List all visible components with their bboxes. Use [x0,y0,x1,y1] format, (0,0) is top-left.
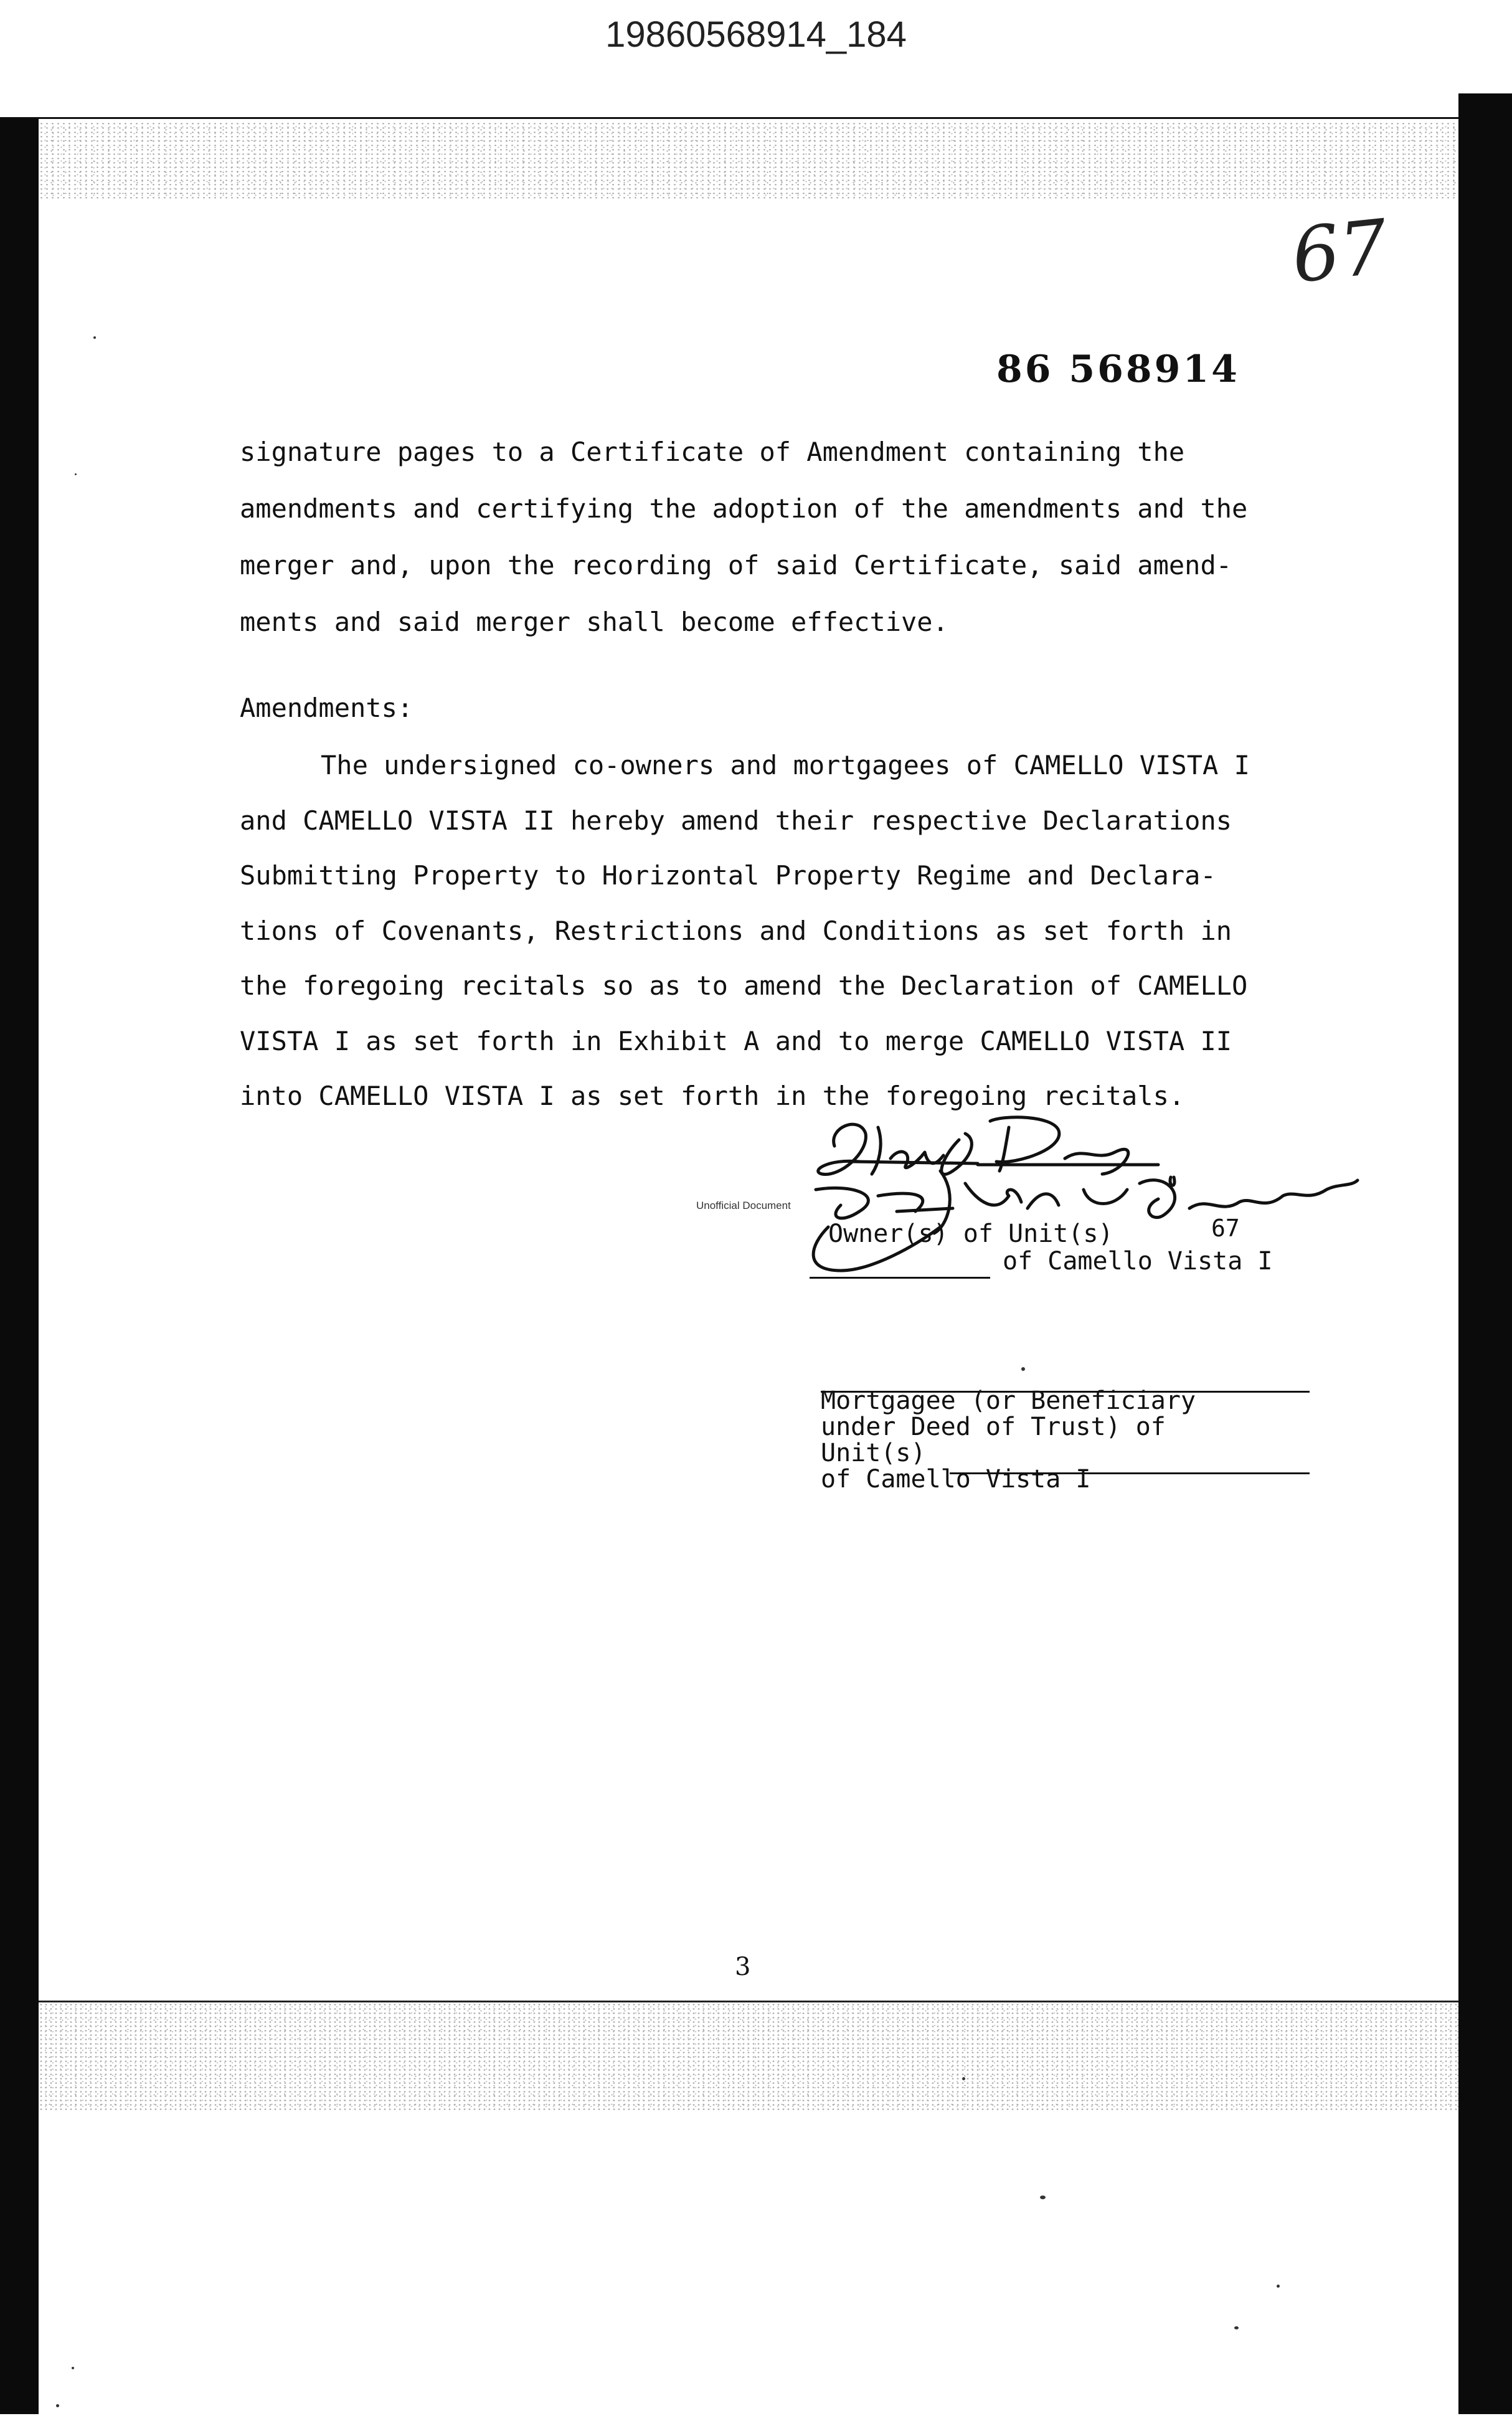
amendments-heading: Amendments: [240,693,413,723]
owner-units-label: Owner(s) of Unit(s) [828,1220,1113,1248]
mortgagee-line: Mortgagee (or Beneficiary [821,1386,1196,1415]
owner-signature-line [810,1277,990,1279]
paragraph-signature-pages [240,424,1323,650]
text-line: into CAMELLO VISTA I as set forth in the foregoing recitals. [240,1081,1185,1111]
owner-vista-label: of Camello Vista I [1003,1247,1273,1276]
mortgagee-line: under Deed of Trust) of [821,1413,1166,1441]
recording-number: 86 568914 [996,348,1240,391]
text-line: the foregoing recitals so as to amend the Declaration of CAMELLO [240,970,1248,1001]
mortgagee-line: of Camello Vista I [821,1465,1091,1494]
mortgagee-block [821,1388,1319,1492]
text-line: ments and said merger shall become effective. [240,607,948,637]
scan-right-border [1458,93,1512,2414]
page-number: 3 [735,1953,751,1981]
scan-left-border [0,118,39,2414]
scan-noise-bottom [39,2002,1458,2111]
owner-unit-value: 67 [1211,1215,1240,1242]
text-line: VISTA I as set forth in Exhibit A and to merge CAMELLO VISTA II [240,1025,1232,1056]
mortgagee-unit-line [950,1472,1310,1474]
paragraph-amendments [240,738,1323,1124]
text-line: The undersigned co-owners and mortgagees of CAMELLO VISTA I [321,750,1250,780]
text-line: amendments and certifying the adoption of the amendments and the [240,493,1248,524]
scan-noise-top [39,121,1458,199]
text-line: and CAMELLO VISTA II hereby amend their respective Declarations [240,805,1232,836]
handwritten-page-number: 67 [1288,204,1392,300]
document-id: 19860568914_184 [605,14,907,55]
unofficial-watermark: Unofficial Document [696,1200,791,1211]
text-line: merger and, upon the recording of said Certificate, said amend- [240,550,1232,580]
mortgagee-line: Unit(s) [821,1439,926,1467]
text-line: tions of Covenants, Restrictions and Conditions as set forth in [240,915,1232,946]
text-line: Submitting Property to Horizontal Property Regime and Declara- [240,860,1216,891]
text-line: signature pages to a Certificate of Amendment containing the [240,437,1185,467]
